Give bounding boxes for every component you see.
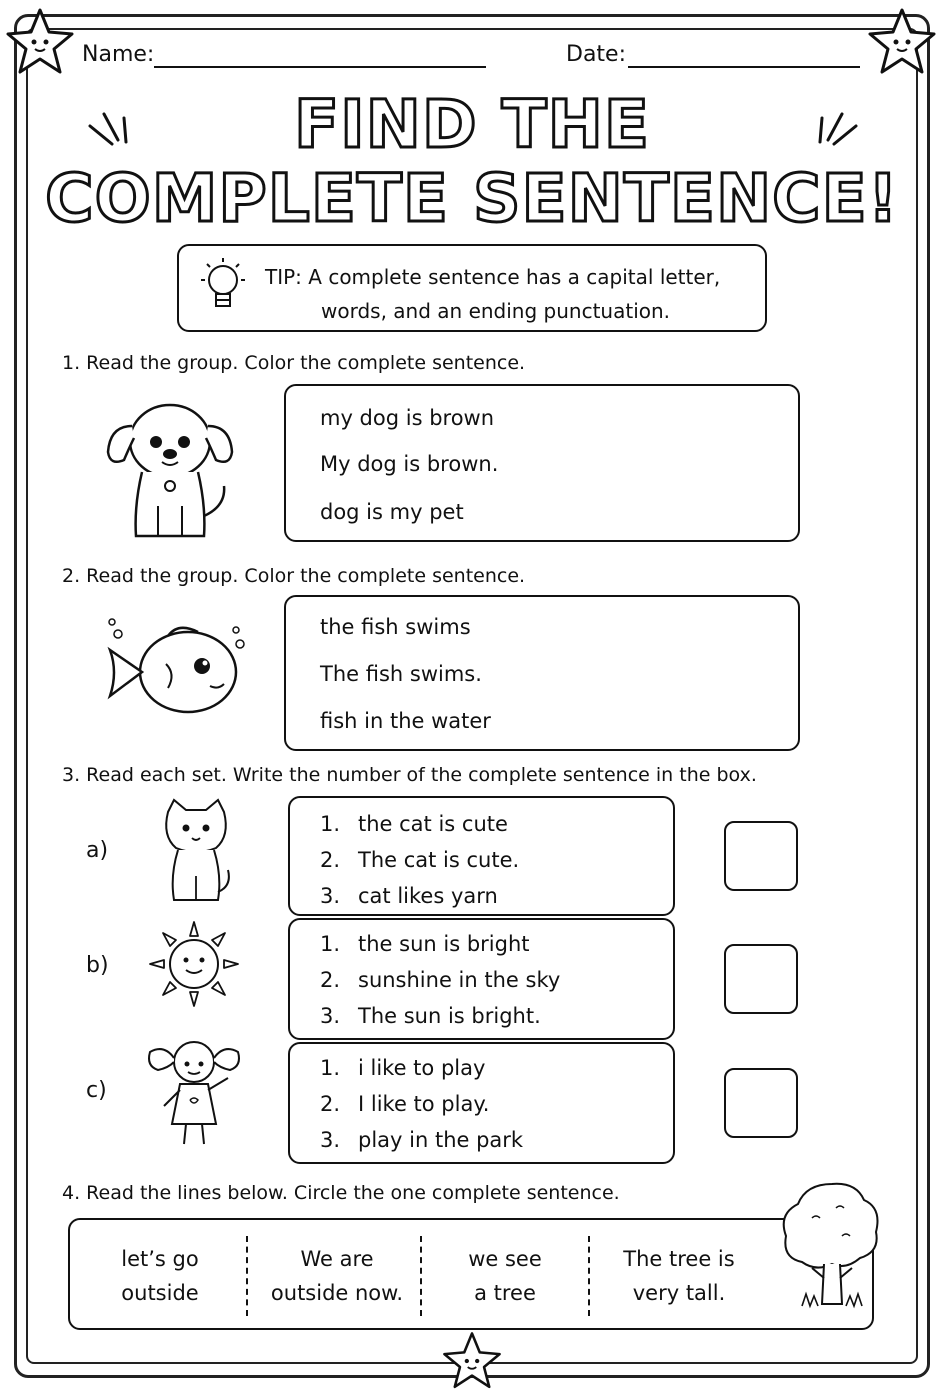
q1-options-box <box>284 384 800 542</box>
cat-icon <box>156 796 236 906</box>
q3-b-item-3: 3. The sun is bright. <box>320 1004 541 1028</box>
tree-icon <box>776 1178 888 1314</box>
page-title-line1: FIND THE <box>294 86 650 163</box>
q3-b-item-2: 2. sunshine in the sky <box>320 968 561 992</box>
tip-box <box>177 244 767 332</box>
star-icon <box>4 6 76 78</box>
q3-a-item-2: 2. The cat is cute. <box>320 848 520 872</box>
q4-line-2[interactable]: We are outside now. <box>270 1247 404 1305</box>
q3-c-item-2: 2. I like to play. <box>320 1092 490 1116</box>
tip-text <box>265 260 755 328</box>
q3-set-b-box <box>288 918 675 1040</box>
q3-b-answer-box[interactable] <box>724 944 798 1014</box>
divider <box>588 1236 590 1316</box>
q2-option-1[interactable]: the fish swims <box>320 615 471 639</box>
q3-set-a-box <box>288 796 675 916</box>
divider <box>246 1236 248 1316</box>
q1-option-2[interactable]: My dog is brown. <box>320 452 499 476</box>
tip-line1: A complete sentence has a capital letter, <box>308 265 721 289</box>
q3-set-a-label: a) <box>86 838 109 863</box>
date-label: Date: <box>566 42 626 67</box>
q4-instruction: 4. Read the lines below. Circle the one complete sentence. <box>62 1182 620 1204</box>
page-title-line2: COMPLETE SENTENCE! <box>45 160 899 237</box>
q2-option-2[interactable]: The fish swims. <box>320 662 482 686</box>
divider <box>420 1236 422 1316</box>
q1-option-3[interactable]: dog is my pet <box>320 500 464 524</box>
name-field[interactable] <box>154 66 486 68</box>
q4-line-3[interactable]: we see a tree <box>468 1247 542 1305</box>
q3-a-item-3: 3. cat likes yarn <box>320 884 498 908</box>
q4-line-4[interactable]: The tree is very tall. <box>623 1247 735 1305</box>
q3-c-item-3: 3. play in the park <box>320 1128 524 1152</box>
q1-instruction: 1. Read the group. Color the complete sentence. <box>62 352 526 374</box>
burst-icon <box>806 104 866 164</box>
q3-instruction: 3. Read each set. Write the number of the complete sentence in the box. <box>62 764 757 786</box>
q3-b-item-1: 1. the sun is bright <box>320 932 530 956</box>
tip-line2: words, and an ending punctuation. <box>321 299 671 323</box>
q3-set-b-label: b) <box>86 953 109 978</box>
q4-line-1[interactable]: let’s go outside <box>121 1247 199 1305</box>
q4-lines-box <box>68 1218 874 1330</box>
fish-icon <box>98 614 248 724</box>
date-field[interactable] <box>628 66 860 68</box>
q2-option-3[interactable]: fish in the water <box>320 709 491 733</box>
name-label: Name: <box>82 42 155 67</box>
burst-icon <box>80 104 140 164</box>
q2-options-box <box>284 595 800 751</box>
q3-a-answer-box[interactable] <box>724 821 798 891</box>
q3-set-c-box <box>288 1042 675 1164</box>
q3-set-c-label: c) <box>86 1078 107 1103</box>
q1-option-1[interactable]: my dog is brown <box>320 406 495 430</box>
q3-c-answer-box[interactable] <box>724 1068 798 1138</box>
girl-icon <box>142 1034 246 1152</box>
star-icon <box>866 6 938 78</box>
dog-icon <box>100 386 240 544</box>
tip-label: TIP: <box>265 265 302 289</box>
q3-a-item-1: 1. the cat is cute <box>320 812 508 836</box>
lightbulb-icon <box>193 254 253 324</box>
q3-c-item-1: 1. i like to play <box>320 1056 486 1080</box>
star-icon <box>436 1330 508 1392</box>
q2-instruction: 2. Read the group. Color the complete sentence. <box>62 565 526 587</box>
sun-icon <box>146 918 242 1010</box>
